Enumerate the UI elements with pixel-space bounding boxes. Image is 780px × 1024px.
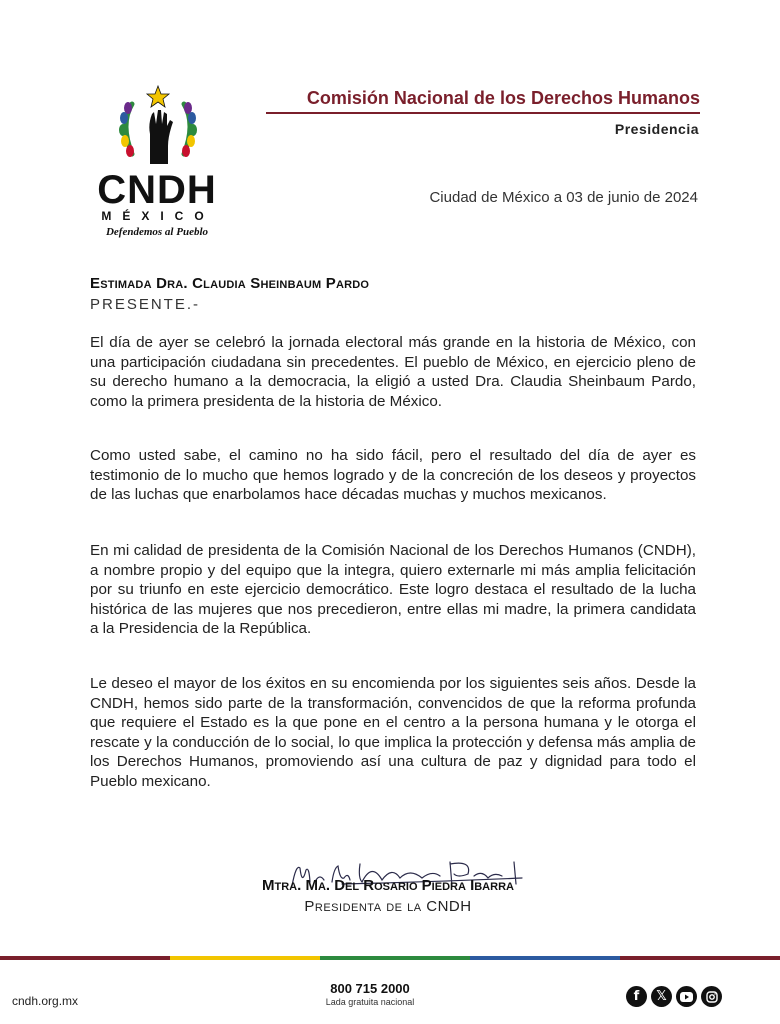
body-paragraph-4: Le deseo el mayor de los éxitos en su encomienda por los siguientes seis años. Desde la CNDH, hemos sido parte de la transformación, convencidos de que la reforma profunda que requiere el Estado es la que pone en el centro a la persona humana y le otorga el rescate y la conducción de lo social, lo que implica la protección y defensa más amplia de los Derechos Humanos, promoviendo así una cultura de paz y dignidad para todo el Pueblo mexicano. (90, 675, 696, 790)
organization-name: Comisión Nacional de los Derechos Humanos (306, 88, 700, 108)
facebook-icon[interactable]: f (626, 986, 647, 1007)
logo-country: MÉXICO (101, 209, 215, 223)
website-link[interactable]: cndh.org.mx (12, 994, 79, 1008)
logo-motto: Defendemos al Pueblo (105, 226, 209, 238)
phone-number: 800 715 2000 (330, 981, 410, 996)
body-paragraph-3: En mi calidad de presidenta de la Comisión Nacional de los Derechos Humanos (CNDH), a nombre propio y del equipo que la integra, quiero externarle mi más amplia felicitación por su triunfo en este ejercicio democrático. Este logro destaca el resultado de la lucha histórica de las mujeres que nos precedieron, entre ellas mi madre, la primera candidata a la Presidencia de la República. (90, 542, 696, 637)
body-paragraph-1: El día de ayer se celebró la jornada electoral más grande en la historia de México, con una participación ciudadana sin precedentes. El pueblo de México, en ejercicio pleno de su derecho humano a la democracia, la eligió a usted Dra. Claudia Sheinbaum Pardo, como la primera presidenta de la historia de México. (90, 334, 696, 410)
header-divider (266, 112, 700, 114)
phone-note: Lada gratuita nacional (325, 997, 415, 1007)
footer-color-stripe (0, 956, 780, 960)
social-links (626, 986, 722, 1007)
cndh-logo (94, 84, 222, 244)
signer-name: Mtra. Ma. Del Rosario Piedra Ibarra (262, 877, 514, 894)
department-label: Presidencia (614, 121, 699, 137)
letter-date: Ciudad de México a 03 de junio de 2024 (429, 189, 698, 206)
x-icon[interactable]: 𝕏 (651, 986, 672, 1007)
salutation: PRESENTE.- (90, 296, 201, 313)
laurel-hand-emblem-icon (110, 84, 206, 170)
logo-acronym: CNDH (97, 168, 217, 212)
signer-title: Presidenta de la CNDH (304, 898, 472, 915)
recipient-name: Estimada Dra. Claudia Sheinbaum Pardo (90, 275, 370, 292)
body-paragraph-2: Como usted sabe, el camino no ha sido fácil, pero el resultado del día de ayer es testimonio de lo mucho que hemos logrado y de la concreción de los deseos y proyectos de las luchas que enarbolamos hace décadas muchas y muchos mexicanos. (90, 447, 696, 503)
youtube-icon[interactable] (676, 986, 697, 1007)
instagram-icon[interactable] (701, 986, 722, 1007)
